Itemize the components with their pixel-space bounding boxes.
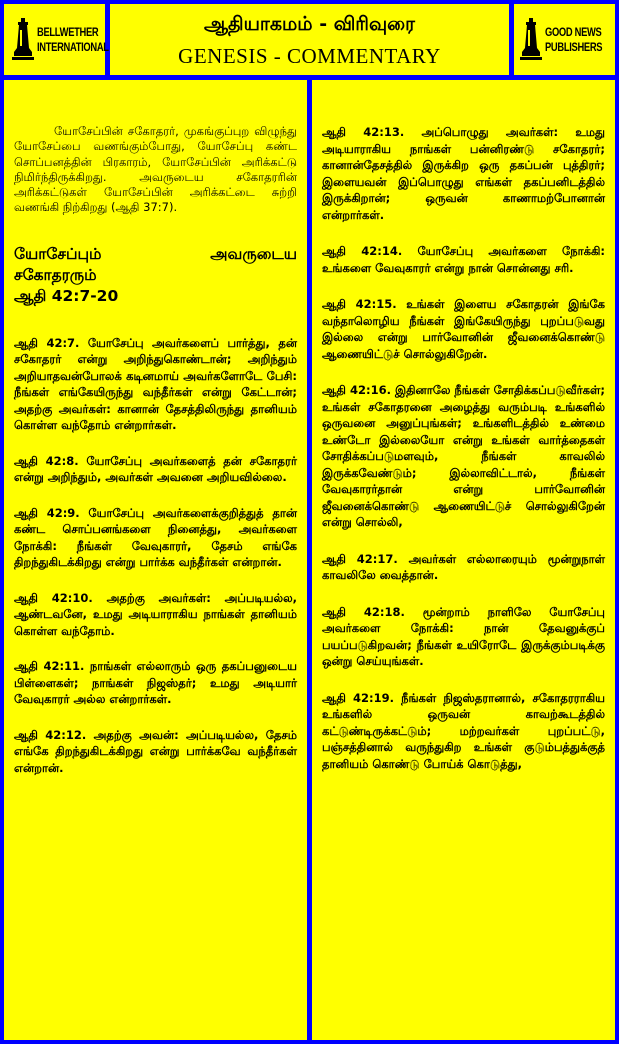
- section-heading: [14, 244, 297, 307]
- logo-left-line2: INTERNATIONAL: [37, 40, 109, 54]
- logo-left-line1: BELLWETHER: [37, 25, 99, 39]
- logo-right-line2: PUBLISHERS: [545, 40, 603, 54]
- good-news-logo-text: [545, 25, 602, 55]
- title-tamil: ஆதியாகமம் - விரிவுரை: [204, 13, 415, 35]
- good-news-logo: [520, 18, 618, 62]
- logo-right-line1: GOOD NEWS: [545, 25, 602, 39]
- section-heading-line1: யோசேப்பும் அவருடைய: [14, 244, 297, 263]
- section-heading-reference: ஆதி 42:7-20: [14, 286, 119, 305]
- verse-42-15: ஆதி 42:15. உங்கள் இளைய சகோதரன் இங்கே வந்தாலொழிய நீங்கள் இங்கேயிருந்து புறப்படுவது இல்லை என்று பார்வோனின் ஜீவனைக்கொண்டு ஆணையிட்டுச் சொல்லுகிறேன்.: [322, 297, 605, 361]
- verse-42-14: ஆதி 42:14. யோசேப்பு அவர்களை நோக்கி: உங்களை வேவுகாரர் என்று நான் சொன்னது சரி.: [322, 244, 605, 275]
- verse-42-9: ஆதி 42:9. யோசேப்பு அவர்களைக்குறித்துத் தான் கண்ட சொப்பனங்களை நினைத்து, அவர்களை நோக்கி: நீங்கள் வேவுகாரர், தேசம் எங்கே திறந்துகிடக்கிறது என்று பார்க்க வந்தீர்கள் என்றான்.: [14, 505, 297, 570]
- good-news-bell-icon: [520, 18, 542, 62]
- verse-42-18: ஆதி 42:18. மூன்றாம் நாளிலே யோசேப்பு அவர்களை நோக்கி: நான் தேவனுக்குப் பயப்படுகிறவன்; நீங்கள் உயிரோடே இருக்கும்படிக்கு ஒன்று செய்யுங்கள்.: [322, 604, 605, 668]
- right-column: [312, 80, 615, 1040]
- verse-42-8: ஆதி 42:8. யோசேப்பு அவர்களைத் தன் சகோதரர் என்று அறிந்தும், அவர்கள் அவனை அறியவில்லை.: [14, 453, 297, 485]
- verse-42-11: ஆதி 42:11. நாங்கள் எல்லாரும் ஒரு தகப்பனுடைய பிள்ளைகள்; நாங்கள் நிஜஸ்தர்; உமது அடியார் வேவுகாரர் அல்ல என்றார்கள்.: [14, 659, 297, 707]
- verse-42-13: ஆதி 42:13. அப்பொழுது அவர்கள்: உமது அடியாராகிய நாங்கள் பன்னிரண்டு சகோதரர்; கானான்தேசத்தில் இருக்கிற ஒரு தகப்பன் புத்திரர்; இளையவன் இப்பொழுது எங்கள் தகப்பனிடத்தில் இருக்கிறான்; ஒருவன் காணாமற்போனான் என்றார்கள்.: [322, 125, 605, 222]
- title-english: GENESIS - COMMENTARY: [178, 44, 441, 68]
- verse-42-17: ஆதி 42:17. அவர்கள் எல்லாரையும் மூன்றுநாள் காவலிலே வைத்தான்.: [322, 551, 605, 582]
- verse-42-19: ஆதி 42:19. நீங்கள் நிஜஸ்தரானால், சகோதரராகிய உங்களில் ஒருவன் காவற்கூடத்தில் கட்டுண்டிருக்கட்டும்; மற்றவர்கள் புறப்பட்டு, பஞ்சத்தினால் வருந்துகிற உங்கள் குடும்பத்துக்குத் தானியம் கொண்டு போய்க் கொடுத்து,: [322, 690, 605, 771]
- good-news-logo-panel: [514, 4, 615, 75]
- bellwether-bell-icon: [12, 18, 34, 62]
- verse-42-16: ஆதி 42:16. இதினாலே நீங்கள் சோதிக்கப்படுவீர்கள்; உங்கள் சகோதரனை அழைத்து வரும்படி உங்களில் ஒருவனை அனுப்புங்கள்; உங்களிடத்தில் உண்மை உண்டோ இல்லையோ என்று உங்கள் வார்த்தைகள் சோதிக்கப்படுமளவும், நீங்கள் காவலில் இருக்கவேண்டும்; இல்லாவிட்டால், நீங்கள் வேவுகாரர்தான் என்று பார்வோனின் ஜீவனைக்கொண்டு ஆணையிட்டுச் சொல்லுகிறேன் என்று சொல்லி,: [322, 383, 606, 529]
- bellwether-logo-text: [37, 25, 109, 55]
- verse-42-10: ஆதி 42:10. அதற்கு அவர்கள்: அப்படியல்ல, ஆண்டவனே, உமது அடியாராகிய நாங்கள் தானியம் கொள்ள வந்தோம்.: [14, 590, 297, 638]
- section-heading-line2: சகோதரரும்: [14, 265, 97, 284]
- title-panel: [110, 4, 509, 75]
- intro-paragraph: யோசேப்பின் சகோதரர், முகங்குப்புற விழுந்து யோசேப்பை வணங்கும்போது, யோசேப்பு கண்ட சொப்பனத்தின் பிரகாரம், யோசேப்பின் அரிக்கட்டு நிமிர்ந்திருக்கிறது. அவருடைய சகோதரரின் அரிக்கட்டுகள் யோசேப்பின் அரிக்கட்டை சுற்றி வணங்கி நிற்கிறது (ஆதி 37:7).: [14, 124, 297, 215]
- verse-42-12: ஆதி 42:12. அதற்கு அவன்: அப்படியல்ல, தேசம் எங்கே திறந்துகிடக்கிறது என்று பார்க்கவே வந்தீர்கள் என்றான்.: [14, 727, 297, 775]
- verse-42-7: ஆதி 42:7. யோசேப்பு அவர்களைப் பார்த்து, தன் சகோதரர் என்று அறிந்துகொண்டான்; அறிந்தும் அறியாதவன்போலக் கடினமாய் அவர்களோடே பேசி: நீங்கள் எங்கேயிருந்து வந்தீர்கள் என்று கேட்டான்; அதற்கு அவர்கள்: கானான் தேசத்திலிருந்து தானியம் கொள்ள வந்தோம் என்றார்கள்.: [14, 335, 297, 433]
- left-column: [4, 80, 307, 1040]
- bellwether-logo-panel: [4, 4, 109, 75]
